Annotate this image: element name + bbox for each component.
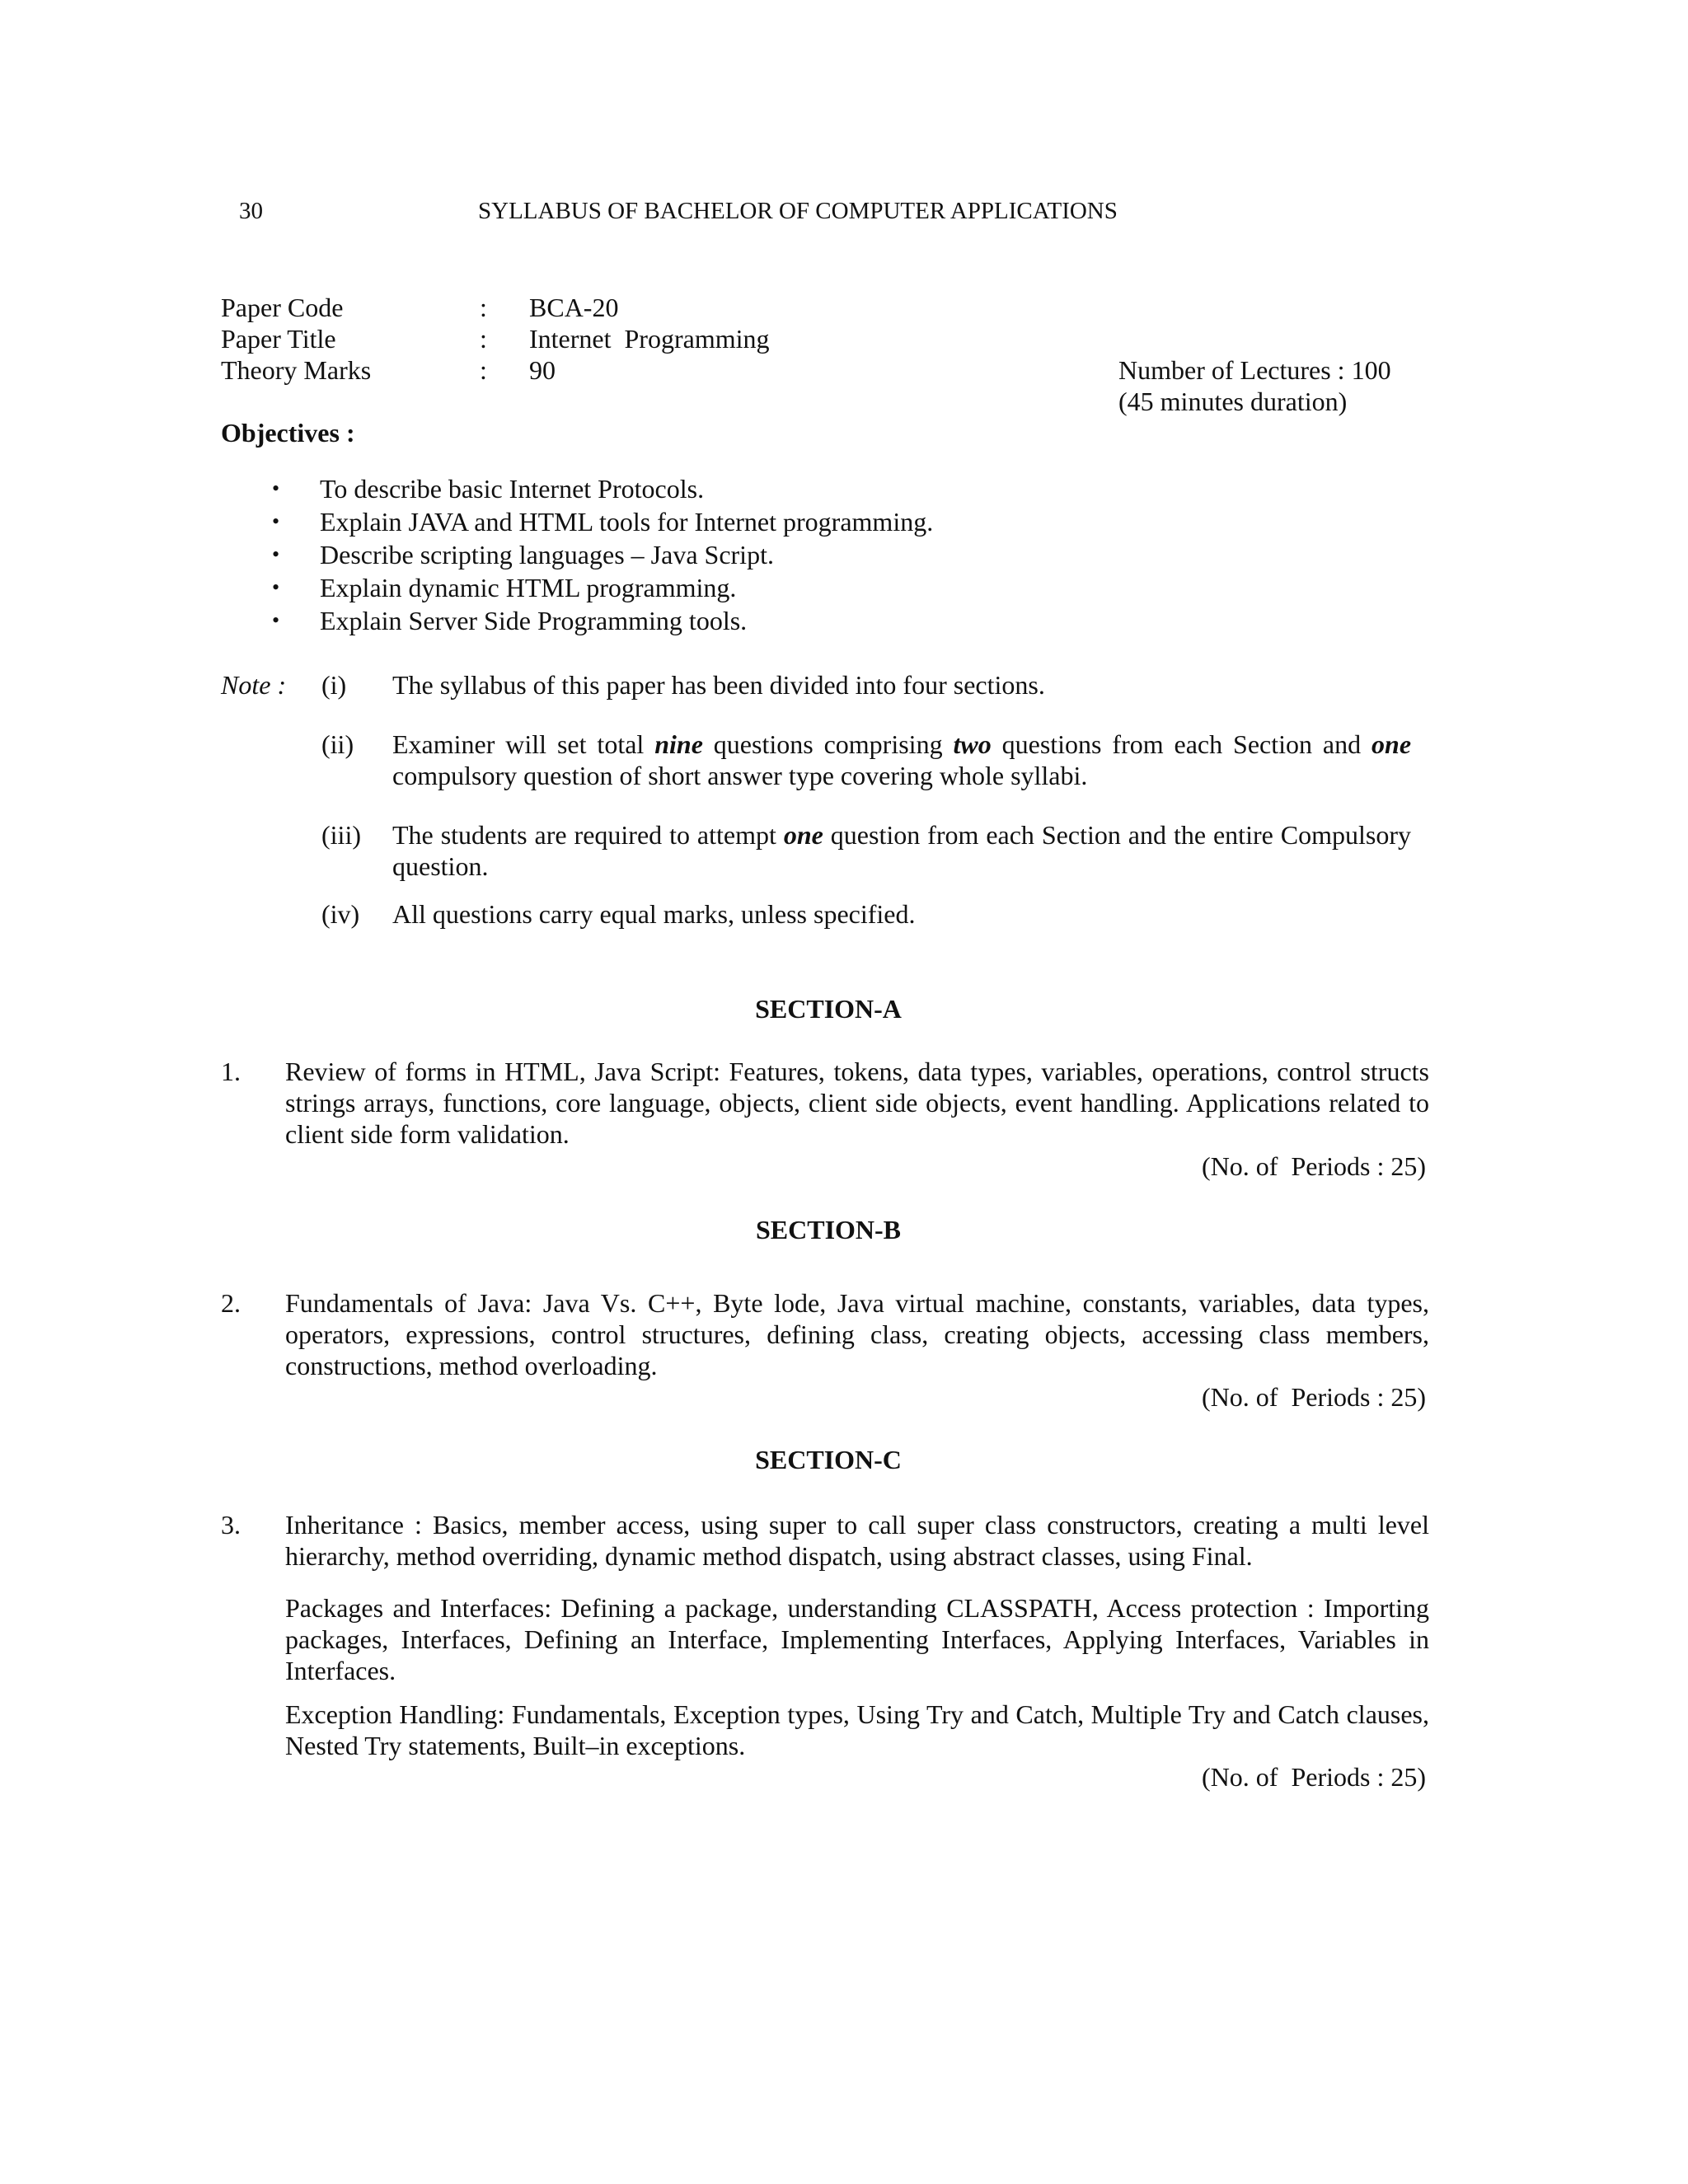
bullet-icon: • bbox=[272, 575, 280, 599]
note-number: (i) bbox=[321, 670, 347, 700]
objective-item: Describe scripting languages – Java Script. bbox=[320, 540, 774, 569]
section-a-heading: SECTION-A bbox=[755, 994, 902, 1024]
bullet-icon: • bbox=[272, 476, 280, 500]
section-c-heading: SECTION-C bbox=[755, 1445, 902, 1474]
note-number: (ii) bbox=[321, 729, 354, 759]
page-number: 30 bbox=[239, 198, 263, 224]
section-b-content: Fundamentals of Java: Java Vs. C++, Byte lode, Java virtual machine, constants, variables, data types, operators, expressions, control structures, defining class, creating objects, accessing class members, constructions, method overloading. bbox=[285, 1288, 1429, 1380]
theory-marks-value: 90 bbox=[529, 355, 556, 385]
theory-marks-colon: : bbox=[480, 355, 487, 385]
bullet-icon: • bbox=[272, 608, 280, 632]
note-text-part: compulsory question of short answer type covering whole syllabi. bbox=[392, 761, 1088, 790]
paper-code-label: Paper Code bbox=[221, 293, 344, 322]
paper-title-colon: : bbox=[480, 324, 487, 354]
section-c-packages: Packages and Interfaces: Defining a package, understanding CLASSPATH, Access protection : Importing packages, Interfaces, Defining an Interface, Implementing Interfaces, Applying Interfaces, Variables in Interfaces. bbox=[285, 1593, 1429, 1685]
objective-item: Explain JAVA and HTML tools for Internet programming. bbox=[320, 507, 934, 537]
paper-title-label: Paper Title bbox=[221, 324, 336, 354]
paper-code-value: BCA-20 bbox=[529, 293, 619, 322]
note-text-part: Examiner will set total bbox=[392, 729, 655, 759]
section-c-exceptions: Exception Handling: Fundamentals, Exception types, Using Try and Catch, Multiple Try and Catch clauses, Nested Try statements, Built–in exceptions. bbox=[285, 1699, 1429, 1760]
section-b-periods: (No. of Periods : 25) bbox=[1202, 1382, 1426, 1412]
item-number: 3. bbox=[221, 1510, 241, 1540]
note-item: The syllabus of this paper has been divided into four sections. bbox=[392, 670, 1045, 700]
lecture-duration: (45 minutes duration) bbox=[1118, 387, 1348, 416]
section-a-periods: (No. of Periods : 25) bbox=[1202, 1151, 1426, 1181]
emphasis-nine: nine bbox=[654, 729, 703, 759]
bullet-icon: • bbox=[272, 509, 280, 533]
bullet-icon: • bbox=[272, 542, 280, 566]
paper-title-value: Internet Programming bbox=[529, 324, 770, 354]
item-number: 1. bbox=[221, 1057, 241, 1086]
objective-item: Explain Server Side Programming tools. bbox=[320, 606, 748, 635]
objective-item: Explain dynamic HTML programming. bbox=[320, 573, 737, 602]
note-text-part: question from each Section and the entire Compulsory question. bbox=[392, 820, 1412, 881]
note-number: (iv) bbox=[321, 899, 360, 929]
objectives-heading: Objectives : bbox=[221, 418, 355, 448]
note-label: Note : bbox=[221, 670, 287, 700]
item-number: 2. bbox=[221, 1288, 241, 1318]
section-c-periods: (No. of Periods : 25) bbox=[1202, 1762, 1426, 1792]
note-text-part: The students are required to attempt bbox=[392, 820, 784, 850]
emphasis-one: one bbox=[783, 820, 823, 850]
note-number: (iii) bbox=[321, 820, 361, 850]
emphasis-one: one bbox=[1372, 729, 1412, 759]
emphasis-two: two bbox=[953, 729, 992, 759]
section-a-content: Review of forms in HTML, Java Script: Features, tokens, data types, variables, operations, control structs strings arrays, functions, core language, objects, client side objects, event handling. Applications related to client side form validation. bbox=[285, 1057, 1429, 1149]
note-item: All questions carry equal marks, unless specified. bbox=[392, 899, 916, 929]
objective-item: To describe basic Internet Protocols. bbox=[320, 474, 705, 504]
note-text-part: questions from each Section and bbox=[991, 729, 1372, 759]
note-text-part: questions comprising bbox=[702, 729, 954, 759]
note-item bbox=[392, 729, 1411, 791]
theory-marks-label: Theory Marks bbox=[221, 355, 372, 385]
running-title: SYLLABUS OF BACHELOR OF COMPUTER APPLICATIONS bbox=[478, 198, 1118, 224]
number-of-lectures: Number of Lectures : 100 bbox=[1118, 355, 1391, 385]
section-b-heading: SECTION-B bbox=[755, 1215, 902, 1244]
paper-code-colon: : bbox=[480, 293, 487, 322]
note-item bbox=[392, 819, 1411, 882]
section-c-inheritance: Inheritance : Basics, member access, using super to call super class constructors, creating a multi level hierarchy, method overriding, dynamic method dispatch, using abstract classes, using Final. bbox=[285, 1510, 1429, 1571]
